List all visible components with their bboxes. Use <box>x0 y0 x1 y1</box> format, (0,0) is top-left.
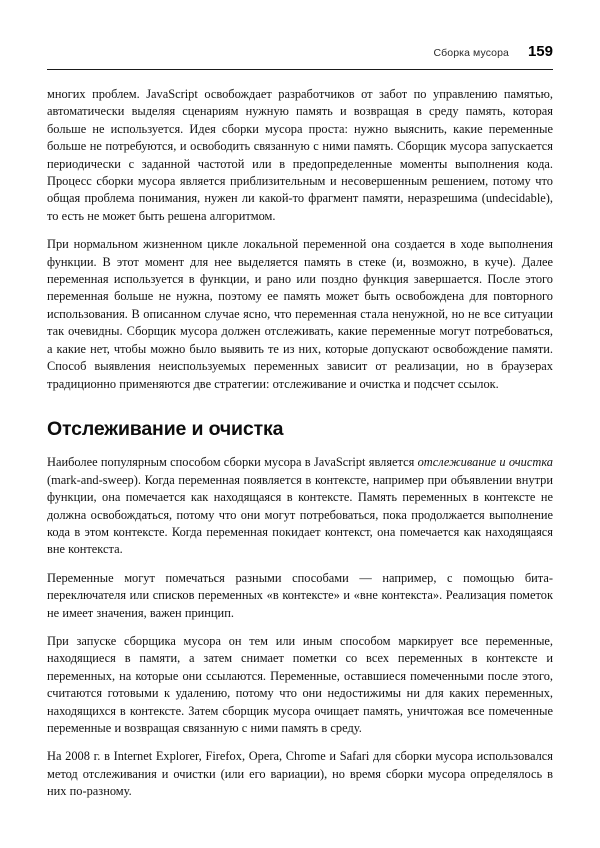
section-heading: Отслеживание и очистка <box>47 417 284 440</box>
paragraph-text-segment: Наиболее популярным способом сборки мусора в JavaScript является <box>47 455 418 470</box>
paragraph: Переменные могут помечаться разными способами — например, с помощью бита-переключателя или списков переменных «в контексте» и «вне контекста». Реализация пометок не имеет значения, важен принцип. <box>47 570 553 620</box>
page-number: 159 <box>527 43 553 60</box>
running-header-title: Сборка мусора <box>433 47 509 59</box>
page-content <box>47 44 553 801</box>
paragraph: При нормальном жизненном цикле локальной переменной она создается в ходе выполнения функции. В этот момент для нее выделяется память в стеке (и, возможно, в куче). Далее переменная используется в функции, и рано или поздно функция завершается. После этого переменная больше не нужна, поэтому ее память может быть освобождена для повторного использования. В описанном случае ясно, что переменная стала ненужной, но не все ситуации так очевидны. Сборщик мусора должен отслеживать, какие переменные могут потребоваться, а какие нет, чтобы можно было выявить те из них, которые допускают освобождение памяти. Способ выявления неиспользуемых переменных зависит от реализации, но в браузерах традиционно применяются две стратегии: отслеживание и очистка и подсчет ссылок. <box>47 237 553 391</box>
header-divider-rule <box>47 69 553 70</box>
paragraph-text-segment: (mark-and-sweep). Когда переменная появляется в контексте, например при объявлении внутри функции, она помечается как находящаяся в контексте. Память переменных в контексте не должна освобождаться, потому что они могут потребоваться, пока продолжается выполнение кода в этом контексте. Когда переменная покидает контекст, она помечается как находящаяся вне контекста. <box>47 472 553 557</box>
paragraph: многих проблем. JavaScript освобождает разработчиков от забот по управлению памятью, автоматически выделяя сценариям нужную память и возвращая в среду память, которая больше не используется. Идея сборки мусора проста: нужно выяснить, какие переменные больше не потребуются, и освободить связанную с ними память. Сборщик мусора запускается периодически с заданной частотой или в предопределенные моменты выполнения кода. Процесс сборки мусора является приблизительным и несовершенным решением, потому что общая проблема понимания, нужен ли какой-то фрагмент памяти, неразрешима (undecidable), то есть не может быть решена алгоритмом. <box>47 87 553 223</box>
emphasis-term: отслеживание и очистка <box>417 455 553 470</box>
paragraph: При запуске сборщика мусора он тем или иным способом маркирует все переменные, находящиеся в памяти, а затем снимает пометки со всех переменных в контексте и переменных, на которые они ссылаются. Переменные, оставшиеся помеченными после этого, считаются готовыми к удалению, потому что они недостижимы ни для каких переменных, находящихся в контексте. Затем сборщик мусора очищает память, уничтожая все помеченные переменные и возвращая связанную с ними память в среду. <box>47 633 553 736</box>
paragraph: На 2008 г. в Internet Explorer, Firefox, Opera, Chrome и Safari для сборки мусора использовался метод отслеживания и очистки (или его вариации), но время сборки мусора определялось в них по-разному. <box>47 749 553 799</box>
body-text-block <box>47 86 553 801</box>
running-header <box>47 44 553 66</box>
paragraph <box>47 454 553 558</box>
